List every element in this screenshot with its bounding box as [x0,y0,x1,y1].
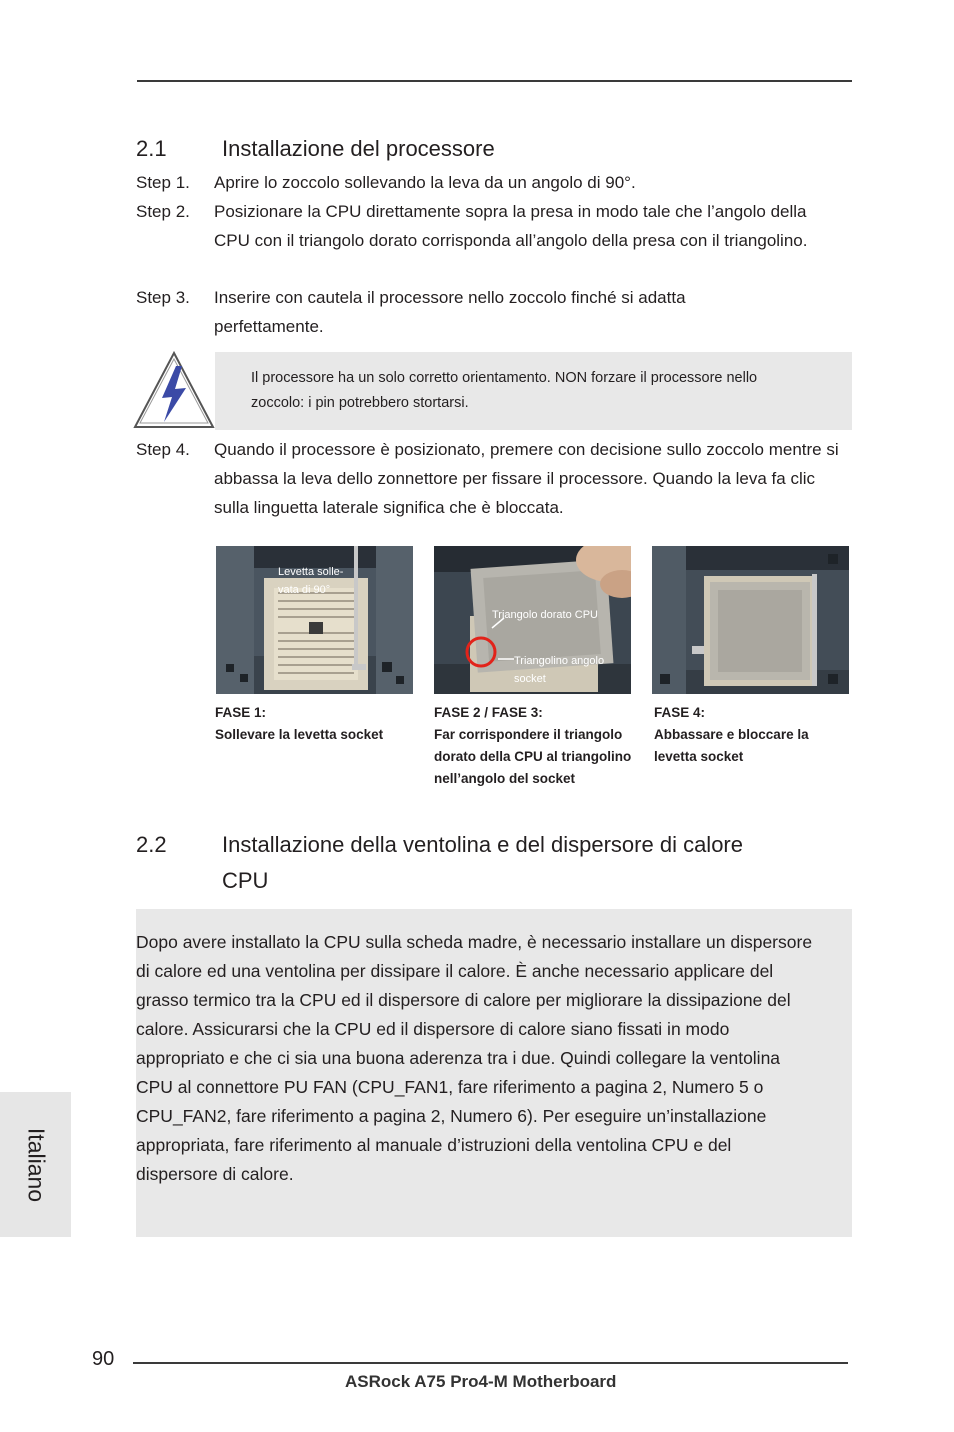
warning-lightning-icon [132,350,216,430]
photo-label: socket [514,673,546,685]
warning-text: Il processore ha un solo corretto orientamento. NON forzare il processore nello zoccolo: i pin potrebbero stortarsi. [251,370,758,411]
photo-cpu-alignment [434,546,631,694]
page-number: 90 [92,1348,115,1370]
section-heading-2-2 [136,832,852,898]
photo-label: Levetta solle- [278,566,344,578]
section-title-line-1: Installazione della ventolina e del dispersore di calore [222,832,743,857]
section-number: 2.2 [136,832,167,857]
step-4 [136,435,852,522]
step-text: Quando il processore è posizionato, premere con decisione sullo zoccolo mentre si abbassa la leva dello zonnettore per fissare il processore. Quando la leva fa clic sulla linguetta laterale significa che è bloccata. [214,440,839,517]
caption-fase-4 [654,702,844,768]
section-title-line-2: CPU [222,868,269,893]
step-text: Inserire con cautela il processore nello zoccolo finché si adatta perfettamente. [214,288,686,336]
step-1 [136,168,852,197]
step-label: Step 3. [136,288,190,307]
caption-fase-1 [215,702,420,746]
heatsink-instructions [136,909,852,1237]
caption-title: FASE 2 / FASE 3: [434,705,543,720]
section-number: 2.1 [136,136,167,161]
caption-fase-2-3 [434,702,649,790]
caption-title: FASE 4: [654,705,706,720]
section-title: Installazione del processore [222,136,495,161]
caption-text: Sollevare la levetta socket [215,727,384,742]
step-2 [136,197,852,255]
photo-cpu-locked [652,546,849,694]
step-label: Step 2. [136,202,190,221]
photo-label: vata di 90° [278,584,331,596]
caption-text: Abbassare e bloccare la levetta socket [654,727,809,764]
step-text: Posizionare la CPU direttamente sopra la presa in modo tale che l’angolo della CPU con il triangolo dorato corrisponda all’angolo della presa con il triangolino. [214,202,808,250]
step-text: Aprire lo zoccolo sollevando la leva da un angolo di 90°. [214,173,636,192]
warning-note [215,352,852,430]
language-tab [0,1092,71,1237]
footer-rule [133,1362,848,1364]
caption-title: FASE 1: [215,705,267,720]
step-label: Step 1. [136,173,190,192]
footer-product-name: ASRock A75 Pro4-M Motherboard [345,1372,617,1391]
instructions-text: Dopo avere installato la CPU sulla scheda madre, è necessario installare un dispersore di calore ed una ventolina per dissipare il calore. È anche necessario applicare del grasso termico tra la CPU ed il dispersore di calore per migliorare la dissipazione del calore. Assicurarsi che la CPU ed il dispersore di calore siano fissati in modo appropriato e che ci sia una buona aderenza tra i due. Quindi collegare la ventolina CPU al connettore PU FAN (CPU_FAN1, fare riferimento a pagina 2, Numero 5 o CPU_FAN2, fare riferimento a pagina 2, Numero 6). Per eseguire un’installazione appropriata, fare riferimento al manuale d’istruzioni della ventolina CPU e del dispersore di calore. [136,932,813,1184]
photo-label: Triangolo dorato CPU [492,609,598,621]
top-rule [137,80,852,82]
caption-text: Far corrispondere il triangolo dorato della CPU al triangolino nell’angolo del socket [434,727,632,786]
photo-socket-lever-raised [216,546,413,694]
step-label: Step 4. [136,440,190,459]
step-3 [136,283,852,341]
language-label: Italiano [23,1127,49,1202]
section-heading-2-1 [136,136,852,166]
photo-label: Triangolino angolo [514,655,605,667]
